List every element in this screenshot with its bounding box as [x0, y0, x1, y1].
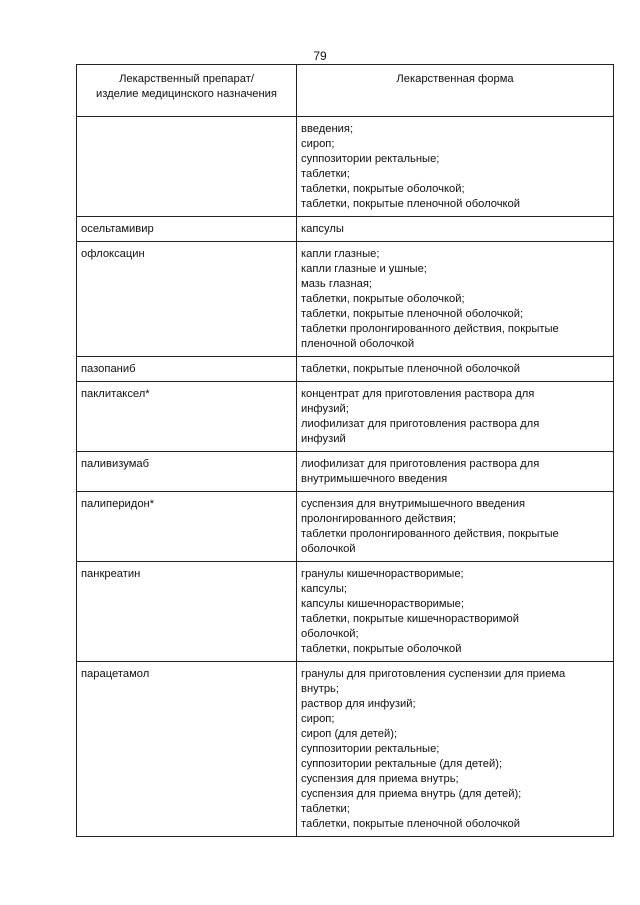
dosage-form-cell [297, 117, 614, 217]
dosage-form-line: суппозитории ректальные; [301, 153, 440, 165]
drug-table [76, 64, 614, 837]
dosage-form-line: сироп; [301, 713, 335, 725]
dosage-form-line: капли глазные и ушные; [301, 263, 427, 275]
table-row [77, 492, 614, 562]
dosage-form-line: суспензия для приема внутрь; [301, 773, 459, 785]
dosage-form-line: лиофилизат для приготовления раствора для [301, 418, 540, 430]
header-form [297, 65, 614, 117]
drug-name-cell: осельтамивир [77, 217, 297, 242]
table-row [77, 452, 614, 492]
dosage-form-line: таблетки, покрытые оболочкой [301, 643, 462, 655]
dosage-form-line: мазь глазная; [301, 278, 373, 290]
header-form-line: Лекарственная форма [396, 73, 514, 85]
dosage-form-line: капсулы; [301, 583, 348, 595]
dosage-form-cell [297, 217, 614, 242]
dosage-form-line: гранулы для приготовления суспензии для приема [301, 668, 566, 680]
table-row [77, 662, 614, 837]
dosage-form-line: таблетки, покрытые пленочной оболочкой [301, 818, 521, 830]
dosage-form-line: пролонгированного действия; [301, 513, 456, 525]
table-body [77, 117, 614, 837]
dosage-form-line: сироп (для детей); [301, 728, 398, 740]
header-drug [77, 65, 297, 117]
dosage-form-line: капли глазные; [301, 248, 380, 260]
dosage-form-line: таблетки, покрытые оболочкой; [301, 183, 465, 195]
dosage-form-cell [297, 452, 614, 492]
dosage-form-cell [297, 492, 614, 562]
dosage-form-cell [297, 662, 614, 837]
dosage-form-line: концентрат для приготовления раствора для [301, 388, 535, 400]
dosage-form-cell [297, 242, 614, 357]
drug-name-cell [77, 117, 297, 217]
dosage-form-line: раствор для инфузий; [301, 698, 416, 710]
drug-name-cell: пазопаниб [77, 357, 297, 382]
dosage-form-line: суспензия для внутримышечного введения [301, 498, 526, 510]
dosage-form-cell [297, 382, 614, 452]
dosage-form-line: суппозитории ректальные; [301, 743, 440, 755]
dosage-form-line: таблетки, покрытые оболочкой; [301, 293, 465, 305]
table-row [77, 117, 614, 217]
header-drug-line: Лекарственный препарат/ [119, 73, 254, 85]
table-row [77, 217, 614, 242]
dosage-form-cell [297, 357, 614, 382]
dosage-form-line: оболочкой [301, 543, 356, 555]
dosage-form-line: лиофилизат для приготовления раствора для [301, 458, 540, 470]
dosage-form-line: суспензия для приема внутрь (для детей); [301, 788, 522, 800]
dosage-form-line: внутримышечного введения [301, 473, 448, 485]
dosage-form-line: таблетки, покрытые кишечнорастворимой [301, 613, 519, 625]
dosage-form-line: сироп; [301, 138, 335, 150]
dosage-form-line: таблетки; [301, 803, 350, 815]
dosage-form-line: таблетки; [301, 168, 350, 180]
table-row [77, 242, 614, 357]
drug-name-cell: парацетамол [77, 662, 297, 837]
dosage-form-line: суппозитории ректальные (для детей); [301, 758, 503, 770]
dosage-form-cell [297, 562, 614, 662]
dosage-form-line: инфузий [301, 433, 346, 445]
table-header-row [77, 65, 614, 117]
dosage-form-line: пленочной оболочкой [301, 338, 415, 350]
drug-name-cell: офлоксацин [77, 242, 297, 357]
dosage-form-line: капсулы кишечнорастворимые; [301, 598, 464, 610]
dosage-form-line: введения; [301, 123, 354, 135]
drug-name-cell: палиперидон* [77, 492, 297, 562]
dosage-form-line: внутрь; [301, 683, 339, 695]
dosage-form-line: инфузий; [301, 403, 349, 415]
header-drug-line: изделие медицинского назначения [96, 88, 277, 100]
dosage-form-line: таблетки пролонгированного действия, покрытые [301, 528, 559, 540]
dosage-form-line: таблетки пролонгированного действия, покрытые [301, 323, 559, 335]
dosage-form-line: таблетки, покрытые пленочной оболочкой [301, 198, 521, 210]
drug-name-cell: паливизумаб [77, 452, 297, 492]
dosage-form-line: оболочкой; [301, 628, 359, 640]
drug-name-cell: панкреатин [77, 562, 297, 662]
drug-name-cell: паклитаксел* [77, 382, 297, 452]
page-number: 79 [313, 49, 327, 63]
table-row [77, 357, 614, 382]
dosage-form-line: капсулы [301, 223, 344, 235]
dosage-form-line: таблетки, покрытые пленочной оболочкой [301, 363, 521, 375]
dosage-form-line: таблетки, покрытые пленочной оболочкой; [301, 308, 524, 320]
dosage-form-line: гранулы кишечнорастворимые; [301, 568, 464, 580]
table-row [77, 562, 614, 662]
table-row [77, 382, 614, 452]
